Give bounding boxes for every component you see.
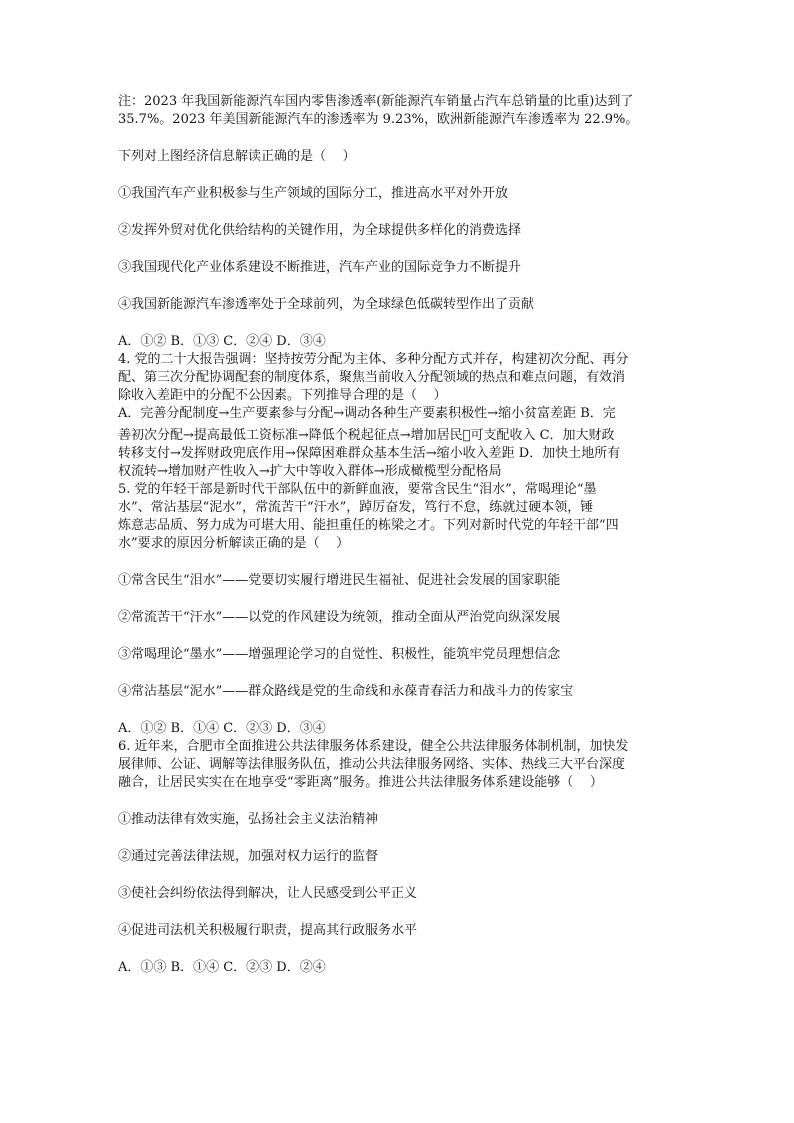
question-6-item-4: ④促进司法机关积极履行职责，提高其行政服务水平 <box>118 923 418 938</box>
question-3-options: A．①② B．①③ C．②④ D．③④ <box>118 334 326 349</box>
question-3-item-2: ②发挥外贸对优化供给结构的关键作用，为全球提供多样化的消费选择 <box>118 223 522 238</box>
question-4-line-7: 权流转→增加财产性收入→扩大中等收入群体→形成橄榄型分配格局 <box>118 464 502 479</box>
question-6-line-3: 融合，让居民实实在在地享受“零距离”服务。推进公共法律服务体系建设能够（ ） <box>118 775 603 790</box>
question-5-item-3: ③常喝理论“墨水”——增强理论学习的自觉性、积极性，能筑牢党员理想信念 <box>118 647 561 662</box>
note-block <box>118 93 678 129</box>
question-4-line-3: 除收入差距中的分配不公因素。下列推导合理的是（ ） <box>118 388 447 403</box>
question-3-item-3: ③我国现代化产业体系建设不断推进，汽车产业的国际竞争力不断提升 <box>118 260 522 275</box>
question-5-item-2: ②常流苦干“汗水”——以党的作风建设为统领，推动全面从严治党向纵深发展 <box>118 610 561 625</box>
question-3-stem: 下列对上图经济信息解读正确的是（ ） <box>118 149 356 164</box>
question-4-line-4: A．完善分配制度→生产要素参与分配→调动各种生产要素积极性→缩小贫富差距 B．完 <box>118 406 616 421</box>
question-5-line-4: 水”要求的原因分析解读正确的是（ ） <box>118 536 350 551</box>
document-page <box>118 93 678 977</box>
question-3 <box>118 148 678 351</box>
question-6-item-1: ①推动法律有效实施，弘扬社会主义法治精神 <box>118 812 379 827</box>
note-line-2: 35.7%。2023 年美国新能源汽车的渗透率为 9.23%，欧洲新能源汽车渗透率为 22.9%。 <box>118 112 639 127</box>
question-6-line-2: 展律师、公证、调解等法律服务队伍，推动公共法律服务网络、实体、热线三大平台深度 <box>118 757 626 772</box>
question-5-line-1: 5. 党的年轻干部是新时代干部队伍中的新鲜血液，要常含民生“泪水”，常喝理论“墨 <box>118 482 597 497</box>
note-line-1: 注：2023 年我国新能源汽车国内零售渗透率(新能源汽车销量占汽车总销量的比重)达到了 <box>118 94 634 109</box>
question-5-item-1: ①常含民生“泪水”——党要切实履行增进民生福祉、促进社会发展的国家职能 <box>118 573 561 588</box>
question-6-line-1: 6. 近年来，合肥市全面推进公共法律服务体系建设，健全公共法律服务体制机制，加快发 <box>118 739 629 754</box>
question-4-line-1: 4. 党的二十大报告强调：坚持按劳分配为主体、多种分配方式并存，构建初次分配、再分 <box>118 352 629 367</box>
question-3-item-1: ①我国汽车产业积极参与生产领域的国际分工，推进高水平对外开放 <box>118 186 509 201</box>
question-5-line-2: 水”、常沾基层“泥水”，常流苦干“汗水”，踔厉奋发，笃行不怠，练就过硬本领，锤 <box>118 500 594 515</box>
question-5 <box>118 481 678 738</box>
question-4-line-2: 配、第三次分配协调配套的制度体系，聚焦当前收入分配领域的热点和难点问题，有效消 <box>118 370 626 385</box>
question-6 <box>118 738 678 977</box>
question-4 <box>118 351 678 481</box>
question-5-item-4: ④常沾基层“泥水”——群众路线是党的生命线和永葆青春活力和战斗力的传家宝 <box>118 684 574 699</box>
question-6-item-2: ②通过完善法律法规，加强对权力运行的监督 <box>118 849 379 864</box>
question-3-item-4: ④我国新能源汽车渗透率处于全球前列，为全球绿色低碳转型作出了贡献 <box>118 297 535 312</box>
question-6-options: A．①③ B．①④ C．②③ D．②④ <box>118 960 326 975</box>
question-4-line-6: 转移支付→发挥财政兜底作用→保障困难群众基本生活→缩小收入差距 D．加快土地所有 <box>118 446 621 461</box>
question-5-line-3: 炼意志品质、努力成为可堪大用、能担重任的栋梁之才。下列对新时代党的年轻干部“四 <box>118 518 619 533</box>
question-5-options: A．①② B．①④ C．②③ D．③④ <box>118 721 326 736</box>
question-4-line-5: 善初次分配→提高最低工资标准→降低个税起征点→增加居民􀀀可支配收入 C．加大财政 <box>118 428 615 443</box>
question-6-item-3: ③使社会纠纷依法得到解决，让人民感受到公平正义 <box>118 886 418 901</box>
